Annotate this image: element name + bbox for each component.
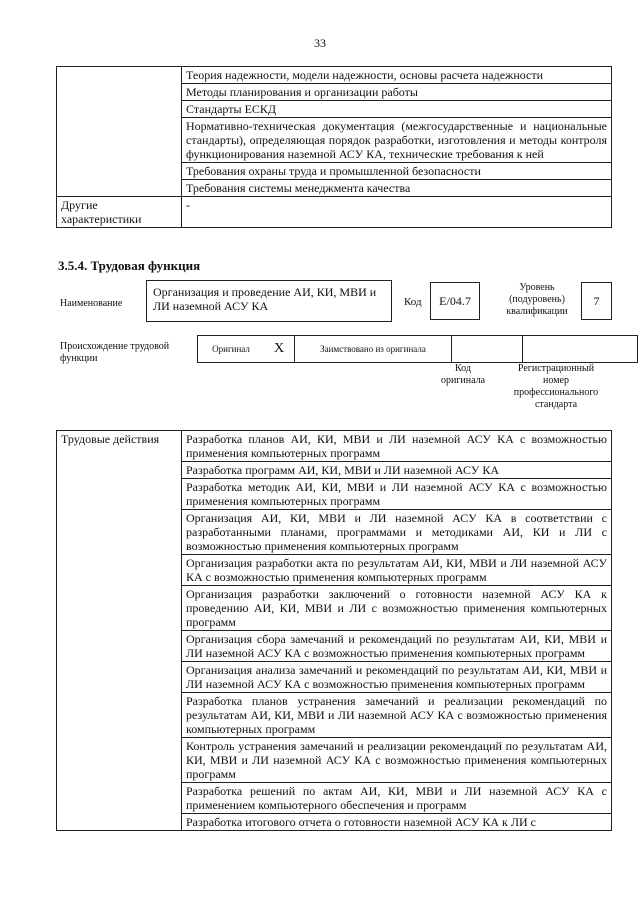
origin-label: Происхождение трудовой функции: [60, 341, 170, 364]
qualification-level-label: Уровень (подуровень) квалификации: [506, 282, 568, 317]
code-value-box: E/04.7: [430, 282, 480, 320]
labor-actions-table: [56, 430, 612, 831]
qualification-level-box: 7: [581, 282, 612, 320]
origin-mark: X: [264, 336, 295, 363]
knowledge-row: Нормативно-техническая документация (межгосударственные и национальные стандарты), определяющая порядок разработки, изготовления и методы контроля функционирования наземной АСУ КА, технические требования к ней: [182, 118, 612, 163]
labor-action-item: Разработка методик АИ, КИ, МВИ и ЛИ наземной АСУ КА с возможностью применения компьютерных программ: [182, 479, 612, 510]
labor-actions-label: Трудовые действия: [57, 431, 182, 831]
origin-original-label: Оригинал: [198, 336, 265, 363]
labor-action-item: Разработка планов устранения замечаний и реализации рекомендаций по результатам АИ, КИ, МВИ и ЛИ наземной АСУ КА с возможностью применения компьютерных программ: [182, 693, 612, 738]
labor-action-item: Организация анализа замечаний и рекомендаций по результатам АИ, КИ, МВИ и ЛИ наземной АСУ КА с возможностью применения компьютерных программ: [182, 662, 612, 693]
knowledge-row: Стандарты ЕСКД: [182, 101, 612, 118]
labor-action-item: Разработка итогового отчета о готовности наземной АСУ КА к ЛИ с: [182, 814, 612, 831]
other-characteristics-label: Другие характеристики: [57, 197, 182, 228]
origin-code-cell: [452, 336, 523, 363]
function-name-box: Организация и проведение АИ, КИ, МВИ и ЛИ наземной АСУ КА: [146, 280, 392, 322]
origin-table: [197, 335, 638, 363]
labor-action-item: Организация разработки акта по результатам АИ, КИ, МВИ и ЛИ наземной АСУ КА с возможностью применения компьютерных программ: [182, 555, 612, 586]
labor-action-item: Разработка планов АИ, КИ, МВИ и ЛИ наземной АСУ КА с возможностью применения компьютерных программ: [182, 431, 612, 462]
origin-code-caption: Код оригинала: [440, 363, 486, 386]
origin-reg-number-cell: [523, 336, 638, 363]
labor-action-item: Организация разработки заключений о готовности наземной АСУ КА к проведению АИ, КИ, МВИ и ЛИ с возможностью применения компьютерных программ: [182, 586, 612, 631]
origin-reg-caption: Регистрационный номер профессионального стандарта: [513, 363, 599, 410]
origin-borrowed-label: Заимствовано из оригинала: [295, 336, 452, 363]
labor-action-item: Разработка программ АИ, КИ, МВИ и ЛИ наземной АСУ КА: [182, 462, 612, 479]
other-characteristics-value: -: [182, 197, 612, 228]
page-number: 33: [314, 36, 326, 50]
knowledge-table: [56, 66, 612, 228]
labor-action-item: Организация АИ, КИ, МВИ и ЛИ наземной АСУ КА в соответствии с разработанными планами, программами и методиками АИ, КИ и ЛИ с возможностью применения компьютерных программ: [182, 510, 612, 555]
labor-action-item: Организация сбора замечаний и рекомендаций по результатам АИ, КИ, МВИ и ЛИ наземной АСУ КА с возможностью применения компьютерных программ: [182, 631, 612, 662]
knowledge-row: Требования охраны труда и промышленной безопасности: [182, 163, 612, 180]
knowledge-row: Требования системы менеджмента качества: [182, 180, 612, 197]
labor-action-item: Разработка решений по актам АИ, КИ, МВИ и ЛИ наземной АСУ КА с применением компьютерного обеспечения и программ: [182, 783, 612, 814]
knowledge-row: Методы планирования и организации работы: [182, 84, 612, 101]
labor-action-item: Контроль устранения замечаний и реализации рекомендаций по результатам АИ, КИ, МВИ и ЛИ наземной АСУ КА с возможностью применения компьютерных программ: [182, 738, 612, 783]
knowledge-row: Теория надежности, модели надежности, основы расчета надежности: [182, 67, 612, 84]
section-title: 3.5.4. Трудовая функция: [58, 258, 201, 273]
name-label: Наименование: [60, 298, 123, 309]
code-label: Код: [404, 296, 422, 308]
knowledge-label-cell: [57, 67, 182, 197]
